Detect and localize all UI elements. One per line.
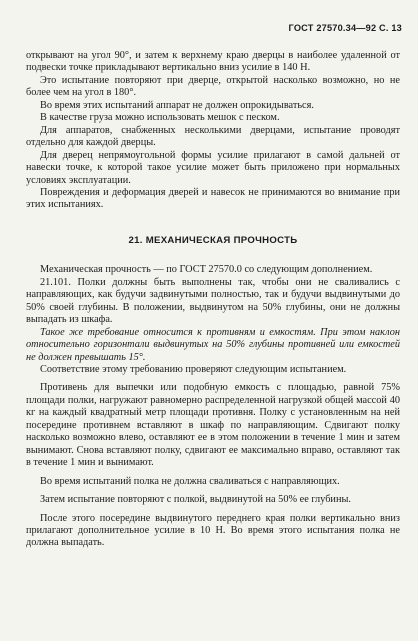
paragraph: Механическая прочность — по ГОСТ 27570.0 со следующим дополнением. bbox=[40, 264, 373, 276]
paragraph: Соответствие этому требованию проверяют следующим испытанием. bbox=[40, 363, 347, 375]
paragraph: Такое же требование относится к противням и емкостям. При этом наклон относительно горизонтали выдвинутых на 50% глубины противней или емкостей не должен превышать 15°. bbox=[26, 326, 400, 363]
paragraph: открывают на угол 90°, и затем к верхнему краю дверцы в наиболее удаленной от подвески точке прикладывают вертикально вниз усилие в 140 Н. bbox=[26, 50, 400, 74]
paragraph: В качестве груза можно использовать мешок с песком. bbox=[40, 112, 280, 124]
bottom-paragraphs bbox=[26, 264, 400, 550]
paragraph: Это испытание повторяют при дверце, открытой насколько возможно, но не более чем на угол в 180°. bbox=[26, 74, 400, 99]
paragraph: Противень для выпечки или подобную емкость с площадью, равной 75% площади полки, нагружают равномерно распределенной нагрузкой общей массой 40 кг на каждый квадратный метр площади противня. Полку с установленным на ней посередине противнем вставляют в шкаф по направляющим. Сдвигают полку насколько возможно влево, оставляют ее в этом положении в течение 1 мин и затем вынимают. Снова вставляют полку, сдвигают ее максимально вправо, оставляют так в течение 1 мин и вынимают. bbox=[26, 382, 400, 469]
paragraph: Для аппаратов, снабженных несколькими дверцами, испытание проводят отдельно для каждой дверцы. bbox=[26, 124, 400, 149]
document-body bbox=[26, 50, 400, 550]
top-paragraphs bbox=[26, 50, 400, 212]
section-title: 21. МЕХАНИЧЕСКАЯ ПРОЧНОСТЬ bbox=[128, 234, 298, 246]
paragraph: После этого посередине выдвинутого переднего края полки вертикально вниз прилагают дополнительное усилие в 10 Н. Во время этого испытания полка не должна выпадать. bbox=[26, 512, 400, 549]
paragraph: Во время этих испытаний аппарат не должен опрокидываться. bbox=[40, 99, 314, 111]
paragraph: Во время испытаний полка не должна сваливаться с направляющих. bbox=[40, 475, 340, 487]
paragraph: 21.101. Полки должны быть выполнены так, чтобы они не сваливались с направляющих, как будучи задвинутыми полностью, так и будучи выдвинутыми до 50% своей глубины. В положении, выдвинутом на 50% глубины, они не должны выпадать из шкафа. bbox=[26, 276, 400, 326]
paragraph: Затем испытание повторяют с полкой, выдвинутой на 50% ее глубины. bbox=[40, 494, 351, 506]
paragraph: Повреждения и деформация дверей и навесок не принимаются во внимание при этих испытаниях. bbox=[26, 186, 400, 211]
page-header: ГОСТ 27570.34—92 С. 13 bbox=[288, 23, 402, 33]
paragraph: Для дверец непрямоугольной формы усилие прилагают в самой дальней от навески точке, к которой такое усилие может быть приложено при нормальных условиях эксплуатации. bbox=[26, 149, 400, 186]
